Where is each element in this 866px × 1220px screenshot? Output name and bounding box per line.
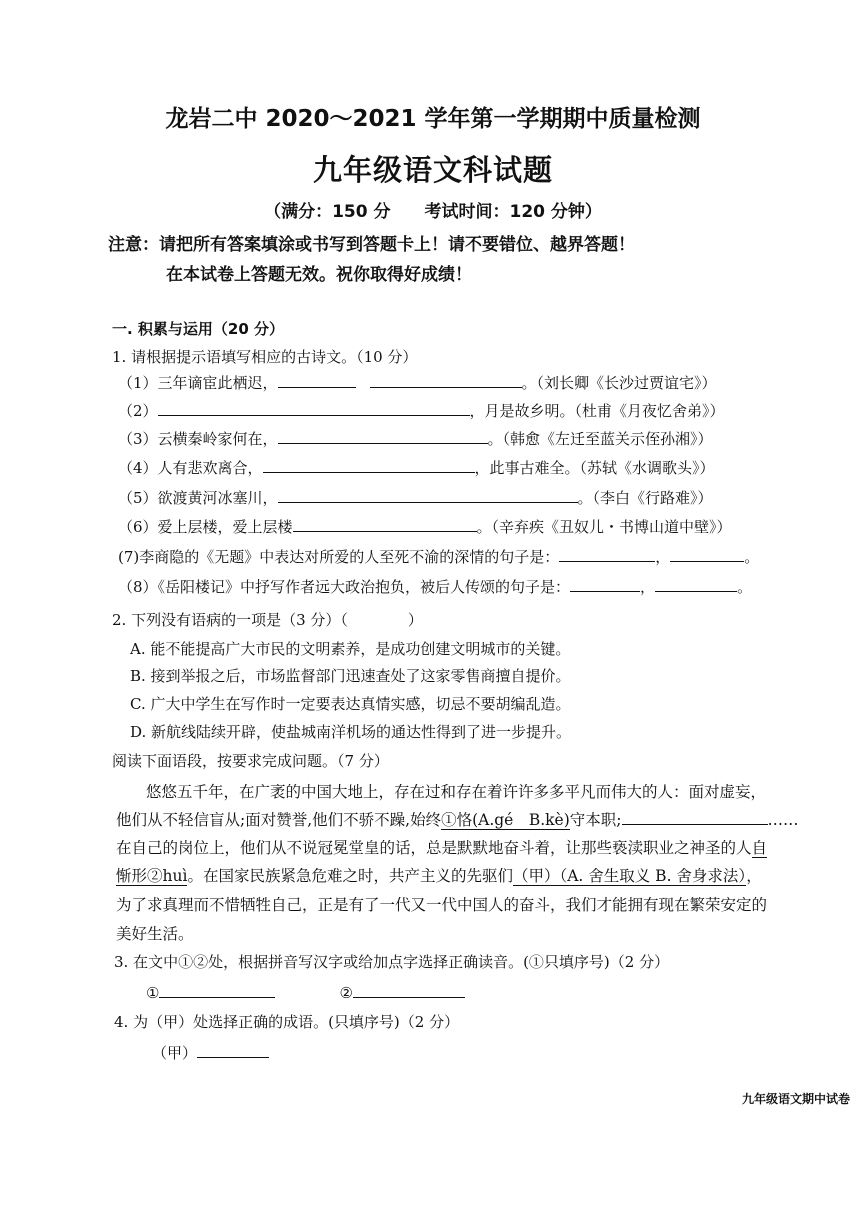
q1-item-2: （2） ，月是故乡明。（杜甫《月夜忆舍弟》） <box>118 402 725 420</box>
q1-item-4: （4）人有悲欢离合， ，此事古难全。（苏轼《水调歌头》） <box>118 459 715 477</box>
q3-answer-row <box>146 983 465 1002</box>
q4-answer-row: （甲） <box>152 1042 269 1063</box>
q1-item-7: (7)李商隐的《无题》中表达对所爱的人至死不渝的深情的句子是： ， 。 <box>118 548 760 566</box>
q3-blank-1-label: ① <box>146 984 160 1002</box>
q3-blank-2 <box>353 983 465 998</box>
exam-title: 龙岩二中 2020～2021 学年第一学期期中质量检测 <box>165 106 701 132</box>
question-1-stem: 1. 请根据提示语填写相应的古诗文。（10 分） <box>112 348 418 366</box>
reading-line-2: 他们从不轻信盲从;面对赞誉,他们不骄不躁,始终①恪(A.gé B.kè)守本职; …… <box>116 811 799 829</box>
footer-label: 九年级语文期中试卷 <box>742 1092 851 1106</box>
reading-line-3: 在自己的岗位上，他们从不说冠冕堂皇的话，总是默默地奋斗着，让那些亵渎职业之神圣的人自 <box>116 839 768 857</box>
q3-blank-2-label: ② <box>339 984 353 1002</box>
question-4-stem: 4. 为（甲）处选择正确的成语。(只填序号)（2 分） <box>114 1013 460 1031</box>
reading-intro: 阅读下面语段，按要求完成问题。（7 分） <box>112 752 389 770</box>
q3-blank-1 <box>159 983 275 998</box>
q1-item-5: （5）欲渡黄河冰塞川， 。（李白《行路难》） <box>118 489 713 507</box>
q1-item-8: （8）《岳阳楼记》中抒写作者远大政治抱负，被后人传颂的句子是： ， 。 <box>118 578 753 596</box>
q1-item-3: （3）云横秦岭家何在， 。（韩愈《左迁至蓝关示侄孙湘》） <box>118 430 713 448</box>
reading-line-5: 为了求真理而不惜牺牲自己，正是有了一代又一代中国人的奋斗，我们才能拥有现在繁荣安定的 <box>116 896 768 914</box>
q2-option-b: B. 接到举报之后，市场监督部门迅速查处了这家零售商擅自提价。 <box>130 667 571 685</box>
q4-blank <box>197 1043 269 1058</box>
section-title: 一. 积累与运用（20 分） <box>112 320 285 338</box>
exam-subtitle: 九年级语文科试题 <box>312 153 553 187</box>
exam-meta: （满分：150 分 考试时间：120 分钟） <box>264 202 602 222</box>
q2-option-c: C. 广大中学生在写作时一定要表达真情实感，切忌不要胡编乱造。 <box>130 695 571 713</box>
notice-line-2: 在本试卷上答题无效。祝你取得好成绩！ <box>166 265 472 285</box>
q2-option-a: A. 能不能提高广大市民的文明素养，是成功创建文明城市的关键。 <box>130 640 571 658</box>
reading-line-6: 美好生活。 <box>116 925 194 943</box>
q1-item-6: （6）爱上层楼，爱上层楼 。（辛弃疾《丑奴儿・书博山道中壁》） <box>118 518 732 536</box>
q2-option-d: D. 新航线陆续开辟，使盐城南洋机场的通达性得到了进一步提升。 <box>130 723 572 741</box>
notice-line-1: 注意：请把所有答案填涂或书写到答题卡上！请不要错位、越界答题！ <box>108 235 635 255</box>
reading-line-4: 惭形②huì。在国家民族紧急危难之时，共产主义的先驱们（甲）（A. 舍生取义 B. 舍身求法）， <box>116 867 762 885</box>
question-2-stem: 2. 下列没有语病的一项是（3 分）（ ） <box>112 611 423 629</box>
q1-item-1: （1）三年谪宦此栖迟， 。（刘长卿《长沙过贾谊宅》） <box>118 374 717 392</box>
question-3-stem: 3. 在文中①②处，根据拼音写汉字或给加点字选择正确读音。(①只填序号)（2 分） <box>114 953 670 971</box>
reading-line-1: 悠悠五千年，在广袤的中国大地上，存在过和存在着许许多多平凡而伟大的人：面对虚妄， <box>146 783 767 801</box>
